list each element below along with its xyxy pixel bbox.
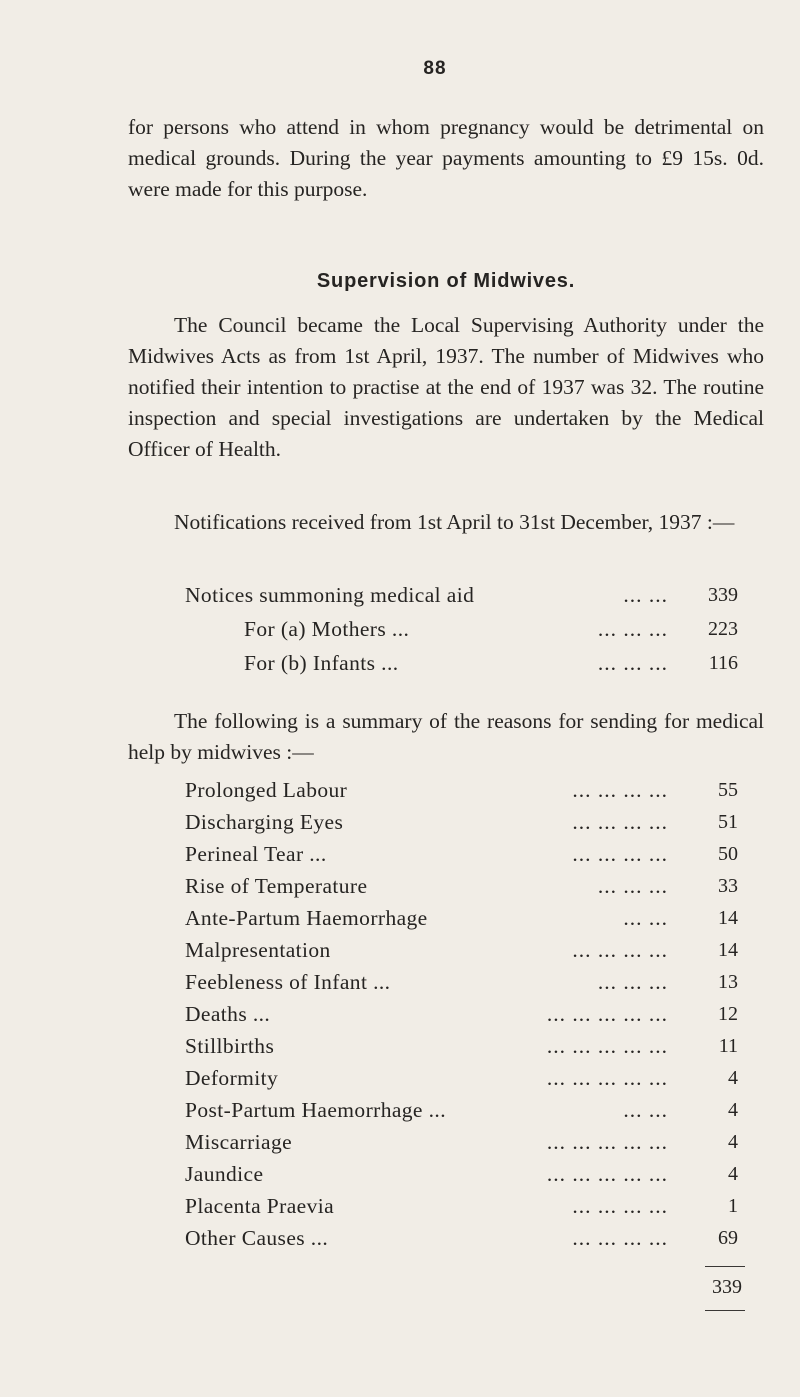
leader-dots: ... ... <box>623 583 668 607</box>
total-rule-bottom <box>705 1310 745 1311</box>
leader-dots: ... ... ... ... ... <box>546 1066 668 1090</box>
notifications-intro: Notifications received from 1st April to 31st December, 1937 :— <box>174 510 735 534</box>
leader-dots: ... ... ... ... <box>572 778 668 802</box>
leader-dots: ... ... ... ... <box>572 938 668 962</box>
notification-label: For (a) Mothers ... <box>244 617 410 641</box>
notification-label: Notices summoning medical aid <box>185 583 475 607</box>
reason-row <box>185 839 740 869</box>
supervision-paragraph: The Council became the Local Supervising Authority under the Midwives Acts as from 1st April, 1937. The number of Midwives who notified their intention to practise at the end of 1937 was 32. The routine inspection and special investigations are undertaken by the Medical Officer of Health. <box>128 313 764 461</box>
notification-row <box>185 580 740 610</box>
notification-row <box>244 614 740 644</box>
reason-count: 11 <box>718 1035 738 1057</box>
notification-value: 223 <box>708 618 738 640</box>
leader-dots: ... ... ... ... ... <box>546 1162 668 1186</box>
reason-count: 4 <box>728 1163 738 1185</box>
reason-label: Other Causes ... <box>185 1226 329 1250</box>
reason-label: Jaundice <box>185 1162 264 1186</box>
leader-dots: ... ... ... <box>597 874 668 898</box>
reason-row <box>185 1223 740 1253</box>
reason-count: 14 <box>718 939 738 961</box>
reason-count: 55 <box>718 779 738 801</box>
reason-row <box>185 935 740 965</box>
reason-count: 50 <box>718 843 738 865</box>
notification-label: For (b) Infants ... <box>244 651 399 675</box>
page-number: 88 <box>423 58 447 79</box>
leader-dots: ... ... ... ... <box>572 1226 668 1250</box>
leader-dots: ... ... ... ... ... <box>546 1034 668 1058</box>
reason-row <box>185 775 740 805</box>
reason-label: Discharging Eyes <box>185 810 344 834</box>
total-rule-top <box>705 1266 745 1267</box>
reason-row <box>185 1031 740 1061</box>
leader-dots: ... ... ... <box>597 970 668 994</box>
reason-count: 4 <box>728 1131 738 1153</box>
reason-row <box>185 1191 740 1221</box>
reason-row <box>185 903 740 933</box>
intro-paragraph: for persons who attend in whom pregnancy would be detrimental on medical grounds. During the year payments amounting to £9 15s. 0d. were made for this purpose. <box>128 115 764 201</box>
leader-dots: ... ... <box>623 1098 668 1122</box>
leader-dots: ... ... ... ... <box>572 842 668 866</box>
reason-label: Post-Partum Haemorrhage ... <box>185 1098 446 1122</box>
reason-label: Stillbirths <box>185 1034 275 1058</box>
notification-value: 116 <box>708 652 738 674</box>
leader-dots: ... ... ... ... ... <box>546 1130 668 1154</box>
reason-label: Prolonged Labour <box>185 778 348 802</box>
notification-value: 339 <box>708 584 738 606</box>
reason-count: 13 <box>718 971 738 993</box>
reason-count: 12 <box>718 1003 738 1025</box>
reason-row <box>185 1159 740 1189</box>
reasons-total: 339 <box>712 1276 742 1298</box>
reason-count: 4 <box>728 1067 738 1089</box>
reason-count: 4 <box>728 1099 738 1121</box>
section-heading: Supervision of Midwives. <box>316 270 576 292</box>
reason-count: 69 <box>718 1227 738 1249</box>
reasons-intro: The following is a summary of the reasons for sending for medical help by midwives :— <box>128 709 764 764</box>
leader-dots: ... ... <box>623 906 668 930</box>
reason-label: Perineal Tear ... <box>185 842 327 866</box>
reason-row <box>185 999 740 1029</box>
reason-count: 1 <box>728 1195 738 1217</box>
reason-count: 14 <box>718 907 738 929</box>
reason-count: 33 <box>718 875 738 897</box>
reason-row <box>185 1063 740 1093</box>
leader-dots: ... ... ... ... <box>572 810 668 834</box>
reason-label: Miscarriage <box>185 1130 293 1154</box>
reason-row <box>185 871 740 901</box>
reason-label: Deaths ... <box>185 1002 271 1026</box>
leader-dots: ... ... ... ... <box>572 1194 668 1218</box>
leader-dots: ... ... ... ... ... <box>546 1002 668 1026</box>
reason-row <box>185 967 740 997</box>
reason-row <box>185 1127 740 1157</box>
reason-label: Ante-Partum Haemorrhage <box>185 906 428 930</box>
reason-label: Deformity <box>185 1066 279 1090</box>
reason-row <box>185 1095 740 1125</box>
notification-row <box>244 648 740 678</box>
leader-dots: ... ... ... <box>597 617 668 641</box>
reason-label: Rise of Temperature <box>185 874 368 898</box>
reason-label: Feebleness of Infant ... <box>185 970 391 994</box>
reason-label: Placenta Praevia <box>185 1194 335 1218</box>
reason-label: Malpresentation <box>185 938 331 962</box>
reason-count: 51 <box>718 811 738 833</box>
leader-dots: ... ... ... <box>597 651 668 675</box>
reason-row <box>185 807 740 837</box>
